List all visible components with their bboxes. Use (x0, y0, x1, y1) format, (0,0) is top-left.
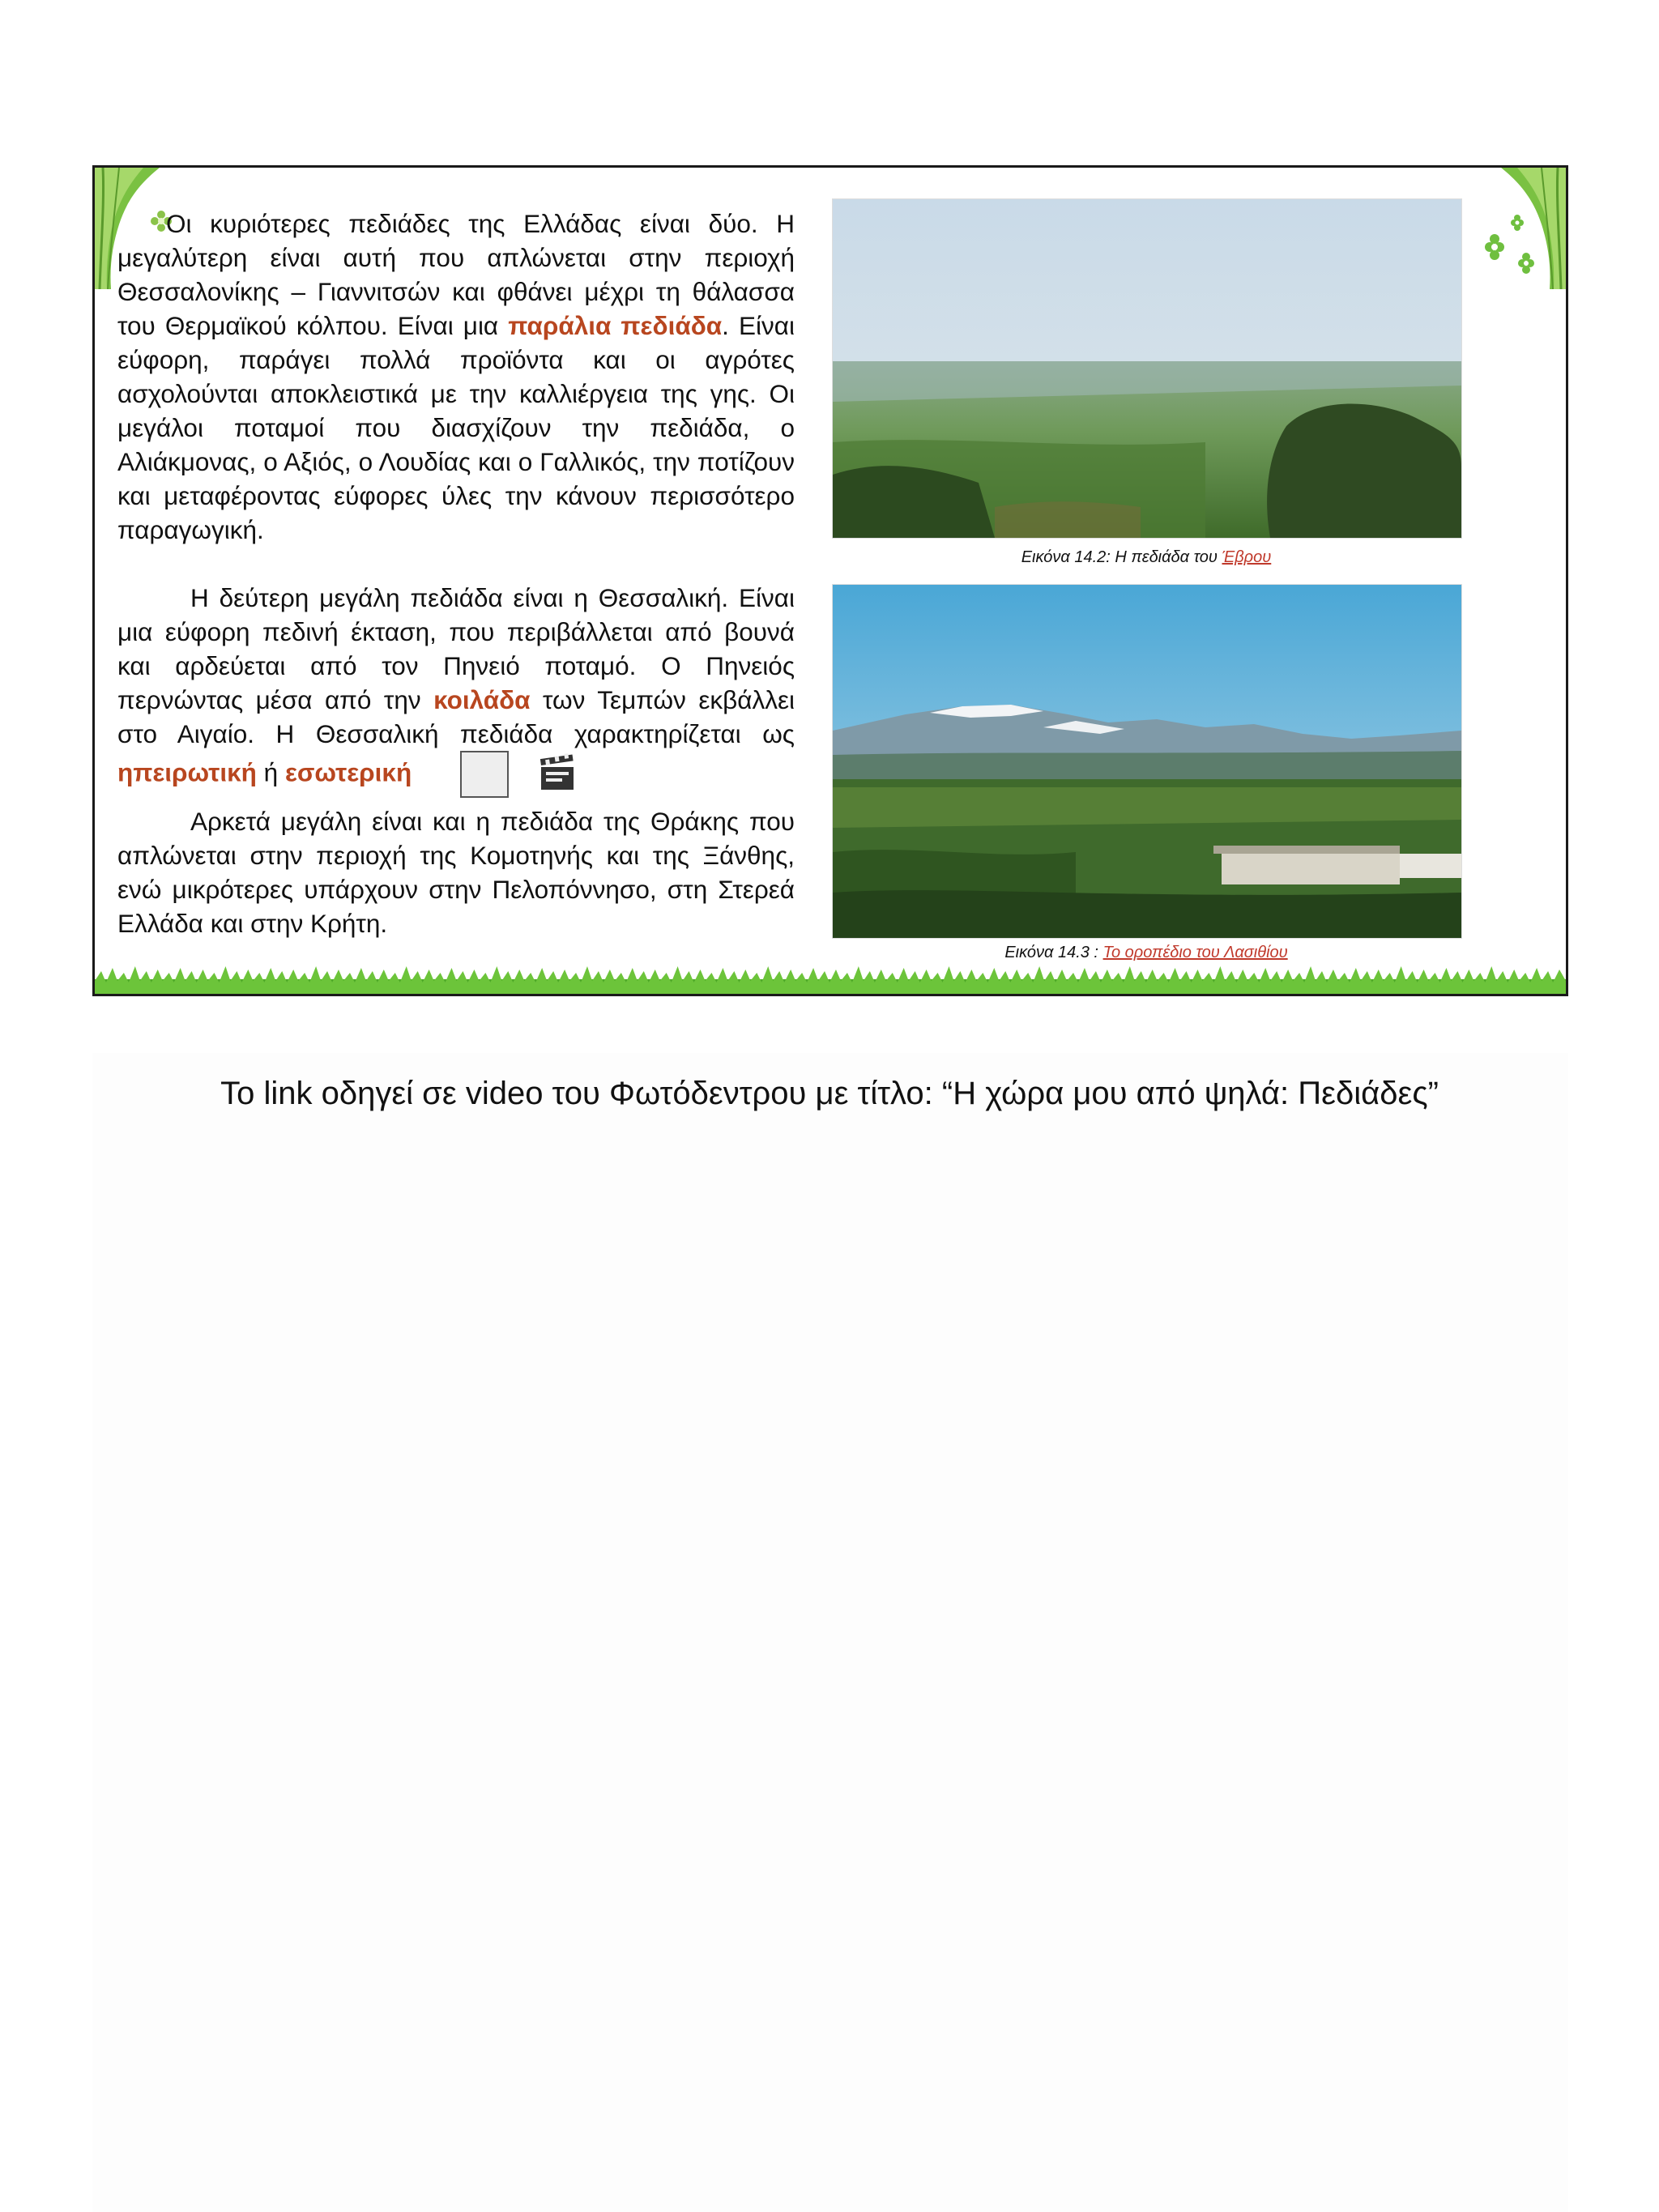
keyword-coastal-plain: παράλια πεδιάδα (508, 311, 723, 340)
video-link-note: Το link οδηγεί σε video του Φωτόδεντρου με τίτλο: “Η χώρα μου από ψηλά: Πεδιάδες” (220, 1076, 1439, 1111)
flower-cluster-icon (1473, 213, 1555, 286)
grass-border-decoration (95, 965, 1566, 994)
keyword-valley: κοιλάδα (433, 685, 531, 714)
photo-lasithi-plateau (832, 584, 1462, 939)
keyword-continental: ηπειρωτική (117, 757, 257, 787)
paragraph-1-text-b: . Είναι εύφορη, παράγει πολλά προϊόντα και οι αγρότες ασχολούνται αποκλειστικά με την καλλιέργεια της γης. Οι μεγάλοι ποταμοί που διασχίζουν την πεδιάδα, ο Αλιάκμονας, ο Αξιός, ο Λουδίας και ο Γαλλικός, την ποτίζουν και μεταφέροντας εύφορες ύλες την κάνουν περισσότερο παραγωγική. (117, 311, 795, 544)
link-evros[interactable]: Έβρου (1222, 548, 1272, 566)
caption-2-prefix: Εικόνα 14.3 : (1004, 944, 1103, 961)
paragraph-2 (117, 581, 795, 798)
photo-evros-plain (832, 198, 1462, 539)
caption-photo-1 (832, 548, 1461, 567)
clapperboard-icon[interactable] (460, 751, 509, 798)
keyword-inland: εσωτερική (284, 757, 412, 787)
paragraph-2-text-c: ή (256, 757, 285, 787)
paragraph-2-text-a: Η δεύτερη μεγάλη πεδιάδα είναι η Θεσσαλική. Είναι μια εύφορη πεδινή έκταση, που περιβάλλεται από βουνά και αρδεύεται από τον Πηνειό ποταμό. Ο Πηνειός περνώντας μέσα από την (117, 583, 795, 714)
link-lasithi-plateau[interactable]: Το οροπέδιο του Λασιθίου (1102, 944, 1288, 961)
content-frame (92, 165, 1568, 996)
page-background (92, 1053, 1568, 2212)
paragraph-1 (117, 207, 795, 547)
caption-photo-2 (832, 944, 1461, 962)
caption-1-prefix: Εικόνα 14.2: Η πεδιάδα του (1021, 548, 1222, 566)
main-text-column (117, 207, 795, 940)
paragraph-1-text-a: Οι κυριότερες πεδιάδες της Ελλάδας είναι δύο. Η μεγαλύτερη είναι αυτή που απλώνεται στην περιοχή Θεσσαλονίκης – Γιαννιτσών και φθάνει μέχρι τη θάλασσα του Θερμαϊκού κόλπου. Είναι μια (117, 209, 795, 340)
paragraph-2-text-b: των Τεμπών εκβάλλει στο Αιγαίο. Η Θεσσαλική πεδιάδα χαρακτηρίζεται ως (117, 685, 795, 748)
paragraph-3: Αρκετά μεγάλη είναι και η πεδιάδα της Θράκης που απλώνεται στην περιοχή της Κομοτηνής και της Ξάνθης, ενώ μικρότερες υπάρχουν στην Πελοπόννησο, στη Στερεά Ελλάδα και στην Κρήτη. (117, 807, 795, 938)
